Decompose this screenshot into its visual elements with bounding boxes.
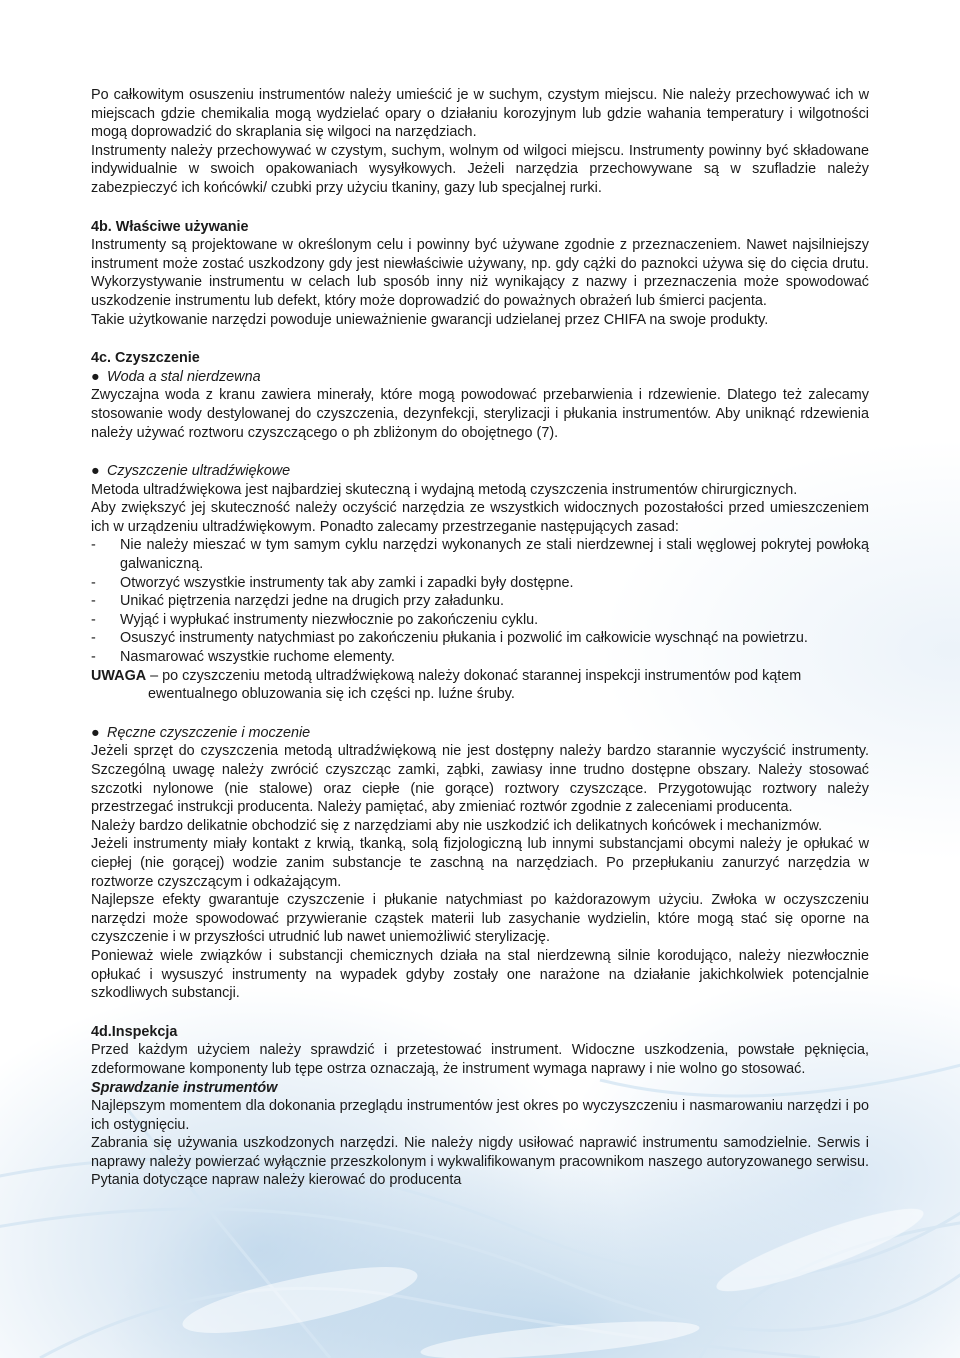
- section-4b-paragraph-1: Instrumenty są projektowane w określonym celu i powinny być używane zgodnie z przeznaczeniem. Nawet najsilniejszy instrument może zostać uszkodzony gdy jest niewłaściwie używany, np. gdy cążki do paznokci używa się do cięcia drutu. Wykorzystywanie instrumentu w celach lub sposób inny niż wynikający z nazwy i przeznaczenia może spowodować uszkodzenie instrumentu lub defekt, który może doprowadzić do poważnych obrażeń lub śmierci pacjenta.: [91, 237, 869, 309]
- ultrasonic-title: Czyszczenie ultradźwiękowe: [107, 463, 291, 480]
- section-4d-paragraph-3: Zabrania się używania uszkodzonych narzędzi. Nie należy nigdy usiłować naprawić instrumentu samodzielnie. Serwis i naprawy należy powierzać wyłącznie przeszkolonym i wykwalifikowanym pracownikom naszego autoryzowanego serwisu. Pytania dotyczące napraw należy kierować do producenta: [91, 1135, 869, 1189]
- list-item: - Nie należy mieszać w tym samym cyklu narzędzi wykonanych ze stali nierdzewnej i stali węglowej pokrytej powłoką galwaniczną.: [91, 537, 869, 573]
- inspection-subheading: Sprawdzanie instrumentów: [91, 1079, 278, 1096]
- intro-paragraph-2: Instrumenty należy przechowywać w czystym, suchym, wolnym od wilgoci miejscu. Instrumenty powinny być składowane indywidualnie w swoich opakowaniach wysyłkowych. Jeżeli narzędzia przechowywane są w szufladzie należy zabezpieczyć ich końcówki/ czubki przy użyciu tkaniny, gazy lub specjalnej rurki.: [91, 142, 869, 196]
- section-4b-heading: 4b. Właściwe używanie: [91, 218, 249, 235]
- list-item: - Unikać piętrzenia narzędzi jedne na drugich przy załadunku.: [91, 593, 504, 610]
- list-item: - Wyjąć i wypłukać instrumenty niezwłocznie po zakończeniu cyklu.: [91, 611, 539, 628]
- steel-title: Woda a stal nierdzewna: [107, 368, 261, 385]
- list-item: - Osuszyć instrumenty natychmiast po zakończeniu płukania i pozwolić im całkowicie wyschnąć na powietrzu.: [91, 630, 808, 647]
- section-4c-heading: 4c. Czyszczenie: [91, 350, 200, 367]
- section-4d-paragraph-1: Przed każdym użyciem należy sprawdzić i przetestować instrument. Widoczne uszkodzenia, powstałe pęknięcia, zdeformowane komponenty lub tępe ostrza oznaczają, że instrument wymaga naprawy i nie wolno go stosować.: [91, 1042, 869, 1077]
- intro-paragraph-1: Po całkowitym osuszeniu instrumentów należy umieścić je w suchym, czystym miejscu. Nie należy przechowywać ich w miejscach gdzie chemikalia mogą wydzielać opary o działaniu korozyjnym lub gdzie wahania temperatury i wilgotności mogą doprowadzić do skraplania się wilgoci na narzędziach.: [91, 87, 869, 141]
- section-4d-paragraph-2: Najlepszym momentem dla dokonania przeglądu instrumentów jest okres po wyczyszczeniu i nasmarowaniu narzędzi i po ich ostygnięciu.: [91, 1098, 869, 1133]
- steel-subheading: [91, 368, 869, 387]
- ultrasonic-subheading: [91, 462, 869, 481]
- ultrasonic-paragraph-1: Metoda ultradźwiękowa jest najbardziej skuteczną i wydajną metodą czyszczenia instrumentów chirurgicznych.: [91, 481, 798, 498]
- manual-title: Ręczne czyszczenie i moczenie: [107, 724, 311, 741]
- manual-paragraph-2: Należy bardzo delikatnie obchodzić się z narzędziami aby nie uszkodzić ich delikatnych końcówek i mechanizmów.: [91, 817, 823, 834]
- list-item: - Otworzyć wszystkie instrumenty tak aby zamki i zapadki były dostępne.: [91, 574, 574, 591]
- document-body: [91, 86, 869, 1190]
- bullet-icon: ●: [91, 724, 100, 741]
- manual-paragraph-4: Najlepsze efekty gwarantuje czyszczenie i płukanie natychmiast po każdorazowym użyciu. Zwłoka w oczyszczeniu narzędzi może spowodować przywieranie cząstek materii lub zasychanie wydzielin, które mogą stać się oporne na czyszczenie i w przyszłości utrudnić lub nawet uniemożliwić sterylizację.: [91, 892, 869, 946]
- list-item: - Nasmarować wszystkie ruchome elementy.: [91, 649, 395, 666]
- manual-subheading: [91, 724, 869, 743]
- section-4d-heading: 4d.Inspekcja: [91, 1023, 178, 1040]
- bullet-icon: ●: [91, 368, 100, 385]
- ultrasonic-warning: [91, 667, 869, 704]
- ultrasonic-rules-list: [91, 536, 869, 666]
- warning-label: UWAGA: [91, 667, 147, 684]
- bullet-icon: ●: [91, 463, 100, 480]
- manual-paragraph-5: Ponieważ wiele związków i substancji chemicznych działa na stal nierdzewną silnie korodująco, należy niezwłocznie opłukać i wysuszyć instrumenty na wypadek gdyby zostały one narażone na działanie jakichkolwiek potencjalnie szkodliwych substancji.: [91, 947, 869, 1002]
- warning-text: – po czyszczeniu metodą ultradźwiękową należy dokonać starannej inspekcji instrumentów pod kątem ewentualnego obluzowania się ich części np. luźne śruby.: [146, 667, 802, 703]
- manual-paragraph-1: Jeżeli sprzęt do czyszczenia metodą ultradźwiękową nie jest dostępny należy bardzo starannie wyczyścić instrumenty. Szczególną uwagę należy zwrócić czyszcząc zamki, ząbki, zawiasy inne trudno dostępne obszary. Należy stosować szczotki nylonowe (nie stalowe) oraz ciepłe (nie gorące) roztwory czyszczące. Przygotowując roztwory należy przestrzegać instrukcji producenta. Należy pamiętać, aby zmieniać roztwór zgodnie z zaleceniami producenta.: [91, 743, 869, 816]
- ultrasonic-paragraph-2: Aby zwiększyć jej skuteczność należy oczyścić narzędzia ze wszystkich widocznych pozostałości przed umieszczeniem ich w urządzeniu ultradźwiękowym. Ponadto zalecamy przestrzeganie następujących zasad:: [91, 500, 869, 535]
- steel-paragraph: Zwyczajna woda z kranu zawiera minerały, które mogą powodować przebarwienia i rdzewienie. Dlatego też zalecamy stosowanie wody destylowanej do czyszczenia, dezynfekcji, sterylizacji i płukania instrumentów. Aby uniknąć rdzewienia należy używać roztworu czyszczącego o ph zbliżonym do obojętnego (7).: [91, 387, 869, 441]
- manual-paragraph-3: Jeżeli instrumenty miały kontakt z krwią, tkanką, solą fizjologiczną lub innymi substancjami obcymi należy je opłukać w ciepłej (nie gorącej) wodzie zanim substancje te zaschną na narzędziach. Po przepłukaniu zanurzyć narzędzia w roztworze czyszczącym i odkażającym.: [91, 836, 869, 890]
- section-4b-paragraph-2: Takie użytkowanie narzędzi powoduje unieważnienie gwarancji udzielanej przez CHIFA na swoje produkty.: [91, 311, 769, 328]
